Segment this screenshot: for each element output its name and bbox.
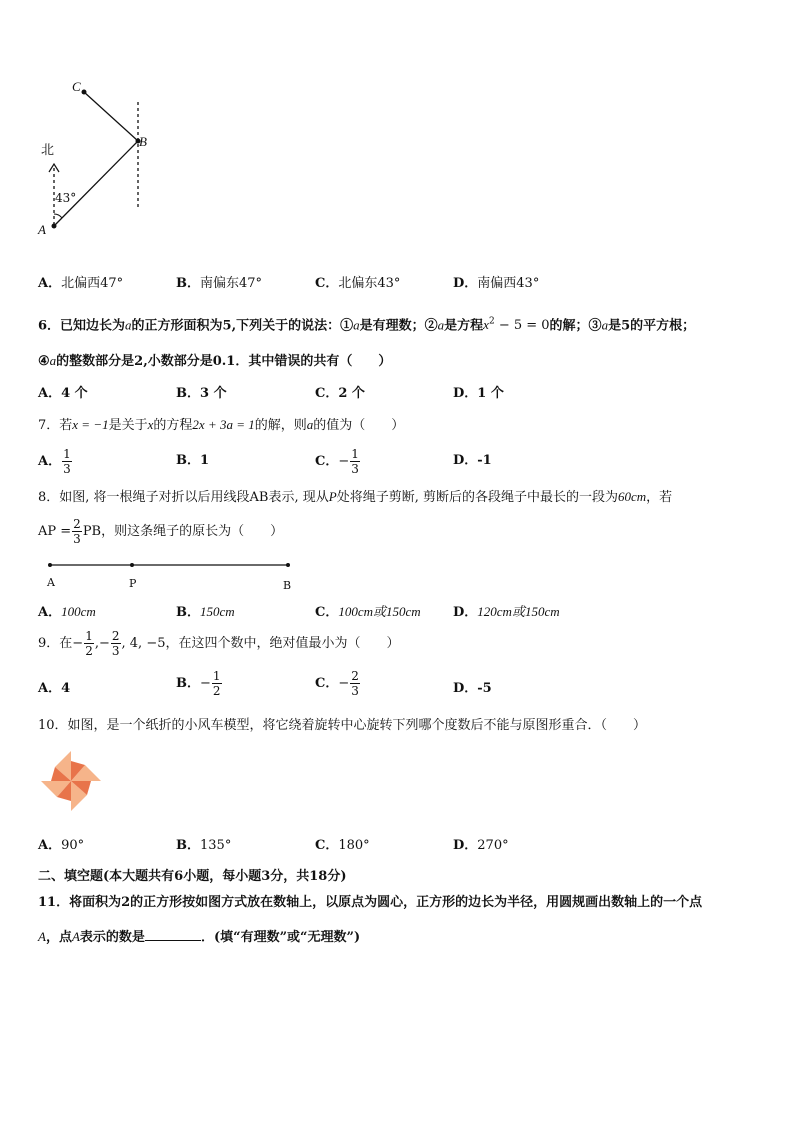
q6-option-a: A．4 个 bbox=[38, 386, 88, 401]
q9-option-a: A．4 bbox=[38, 681, 71, 696]
label-north: 北 bbox=[41, 143, 55, 158]
q10-option-b-letter: B． bbox=[176, 838, 200, 853]
q10-option-d: 270° bbox=[477, 838, 509, 853]
fig8-label-b: B bbox=[283, 579, 292, 592]
q8-stem-line2: AP = $\frac{2}{3}$ PB，则这条绳子的原长为（ ） bbox=[38, 517, 284, 546]
angle-arc bbox=[54, 214, 62, 218]
q8-option-c: 100cm或150cm bbox=[338, 604, 421, 619]
q9-option-c-fraction: $\frac{2}{3}$ bbox=[351, 669, 359, 698]
point-p-mark bbox=[130, 563, 134, 567]
q9-option-d: D．-5 bbox=[453, 681, 492, 696]
q8-stem-line1: 8．如图, 将一根绳子对折以后用线段AB表示, 现从P处将绳子剪断, 剪断后的各段绳子中最长的一段为60cm，若 bbox=[38, 489, 673, 505]
q7-option-c-letter: C． bbox=[315, 454, 339, 469]
q8-option-d-letter: D． bbox=[453, 605, 478, 620]
q9-option-b-fraction: $\frac{1}{2}$ bbox=[212, 669, 221, 698]
q8-option-d: 120cm或150cm bbox=[477, 604, 560, 619]
q5-option-a-letter: A． bbox=[38, 276, 62, 291]
q9-option-b-letter: B． bbox=[176, 676, 200, 691]
segment-cb bbox=[84, 92, 138, 141]
label-a: A bbox=[38, 222, 46, 237]
label-c: C bbox=[72, 79, 81, 94]
section-heading: 二、填空题(本大题共有6小题，每小题3分，共18分) bbox=[38, 869, 347, 884]
q10-option-d-letter: D． bbox=[453, 838, 478, 853]
q5-option-d-letter: D． bbox=[453, 276, 478, 291]
q7-option-d: D．-1 bbox=[453, 453, 492, 468]
q9-option-c-letter: C． bbox=[315, 676, 339, 691]
pinwheel-figure bbox=[36, 745, 108, 817]
q8-option-b: 150cm bbox=[200, 604, 235, 619]
q6-stem-line2: ④a的整数部分是2,小数部分是0.1．其中错误的共有（ ） bbox=[38, 353, 392, 369]
q5-option-c: 北偏东43° bbox=[338, 276, 401, 291]
q7-option-c-fraction: $\frac{1}{3}$ bbox=[351, 447, 359, 476]
point-b-mark bbox=[286, 563, 290, 567]
answer-blank[interactable] bbox=[145, 928, 201, 941]
q10-stem: 10．如图，是一个纸折的小风车模型，将它绕着旋转中心旋转下列哪个度数后不能与原图形重合．（ ） bbox=[38, 718, 647, 733]
q7-option-b: B．1 bbox=[176, 453, 210, 468]
q8-option-b-letter: B． bbox=[176, 605, 200, 620]
q8-option-c-letter: C． bbox=[315, 605, 339, 620]
direction-figure bbox=[30, 80, 190, 240]
q6-option-b: B．3 个 bbox=[176, 386, 227, 401]
q7-stem: 7．若x = −1是关于x的方程2x + 3a = 1的解，则a的值为（ ） bbox=[38, 417, 405, 433]
label-b: B bbox=[139, 134, 147, 149]
q10-option-a: 90° bbox=[61, 838, 85, 853]
q8-option-a: 100cm bbox=[61, 604, 96, 619]
q5-option-c-letter: C． bbox=[315, 276, 339, 291]
q7-option-a-letter: A． bbox=[38, 454, 62, 469]
q6-option-d: D．1 个 bbox=[453, 386, 504, 401]
segment-ab bbox=[54, 141, 138, 226]
point-a bbox=[52, 224, 57, 229]
label-angle: 43° bbox=[55, 191, 77, 205]
q6-option-c: C．2 个 bbox=[315, 386, 365, 401]
q10-option-a-letter: A． bbox=[38, 838, 62, 853]
q5-option-d: 南偏西43° bbox=[477, 276, 540, 291]
q10-option-c-letter: C． bbox=[315, 838, 339, 853]
q5-option-a: 北偏西47° bbox=[61, 276, 124, 291]
q6-stem-line1: 6．已知边长为a的正方形面积为5,下列关于的说法：①a是有理数；②a是方程$x^2 - 5 = 0$的解；③a是5的平方根； bbox=[38, 317, 696, 334]
point-c bbox=[82, 90, 87, 95]
q11-stem-line2: A，点A表示的数是 ．(填“有理数”或“无理数”) bbox=[38, 929, 361, 945]
q5-option-b-letter: B． bbox=[176, 276, 200, 291]
q10-option-b: 135° bbox=[200, 838, 232, 853]
q10-option-c: 180° bbox=[338, 838, 370, 853]
point-a-mark bbox=[48, 563, 52, 567]
segment-figure bbox=[46, 560, 306, 570]
fig8-label-a: A bbox=[47, 576, 55, 589]
q5-option-b: 南偏东47° bbox=[200, 276, 263, 291]
q7-option-a-fraction: $\frac{1}{3}$ bbox=[63, 447, 71, 476]
q9-stem: 9．在− $\frac{1}{2}$ ,− $\frac{2}{3}$ , 4, −5，在这四个数中，绝对值最小为（ ） bbox=[38, 629, 400, 658]
q8-option-a-letter: A． bbox=[38, 605, 62, 620]
q11-stem-line1: 11．将面积为2的正方形按如图方式放在数轴上，以原点为圆心，正方形的边长为半径，用圆规画出数轴上的一个点 bbox=[38, 895, 703, 910]
fig8-label-p: P bbox=[129, 577, 137, 590]
